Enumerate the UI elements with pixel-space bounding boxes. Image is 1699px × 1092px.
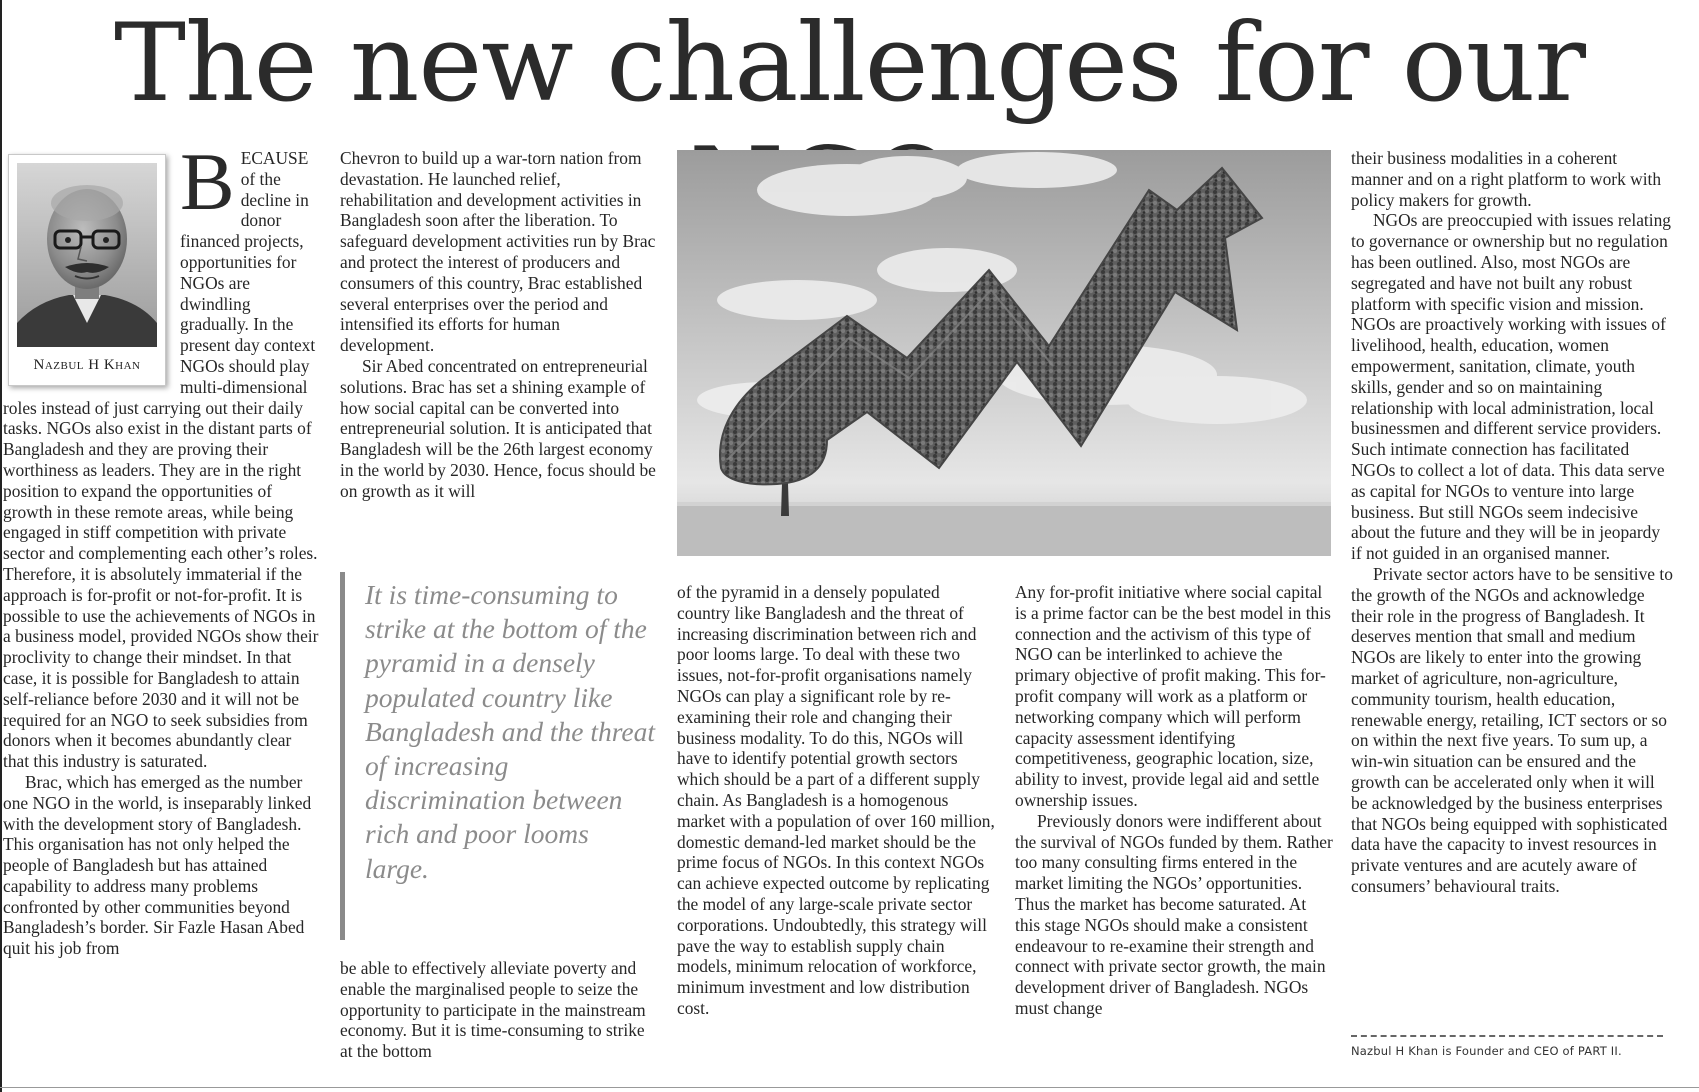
- col2-paragraph-3: be able to effectively alleviate poverty and enable the marginalised people to seize the opportunity to participate in the mainstream economy. But it is time-consuming to strike at the bottom: [340, 958, 646, 1062]
- col5-paragraph-3: Private sector actors have to be sensitive to the growth of the NGOs and acknowledge their role in the progress of Bangladesh. It deserves mention that small and medium NGOs are likely to enter into the growing market of agriculture, non-agriculture, community tourism, health education, renewable energy, retailing, ICT sectors or so on within the next five years. To sum up, a win-win situation can be ensured and the growth can be accelerated only when it will be acknowledged by the business enterprises that NGOs being equipped with sophisticated data have the capacity to invest resources in private ventures and are acutely aware of consumers’ behavioural traits.: [1351, 563, 1673, 896]
- col1-paragraph-2: Brac, which has emerged as the number one NGO in the world, is inseparably linked with the development story of Bangladesh. This organisation has not only helped the people of Bangladesh but has attained capability to address many problems confronted by other communities beyond Bangladesh’s border. Sir Fazle Hasan Abed quit his job from: [3, 771, 312, 959]
- column-4: [1015, 582, 1335, 1019]
- drop-cap: B: [180, 136, 235, 227]
- author-credit: Nazbul H Khan is Founder and CEO of PART II.: [1351, 1044, 1622, 1058]
- column-2-bottom: [340, 958, 656, 1062]
- pull-quote: It is time-consuming to strike at the bottom of the pyramid in a densely populated country like Bangladesh and the threat of increasing discrimination between rich and poor looms large.: [340, 572, 656, 940]
- col2-paragraph-1: Chevron to build up a war-torn nation from devastation. He launched relief, rehabilitation and development activities in Bangladesh soon after the liberation. To safeguard development activities run by Brac and protect the interest of producers and consumers of this country, Brac established several enterprises over the period and intensified its efforts for human development.: [340, 148, 656, 356]
- col1-paragraph-1: of the decline in donor financed projects, opportunities for NGOs are dwindling gradually. In the present day context NGOs should play multi-dimensional roles instead of just carrying out their daily tasks. NGOs also exist in the distant parts of Bangladesh and they are proving their worthiness as leaders. They are in the right position to expand the opportunities of growth in these remote areas, while being engaged in stiff competition with private sector and complementing each other’s roles. Therefore, it is absolutely immaterial if the approach is for-profit or not-for-profit. It is possible to use the achievements of NGOs in a business model, provided NGOs show their proclivity to change their mindset. In that case, it is possible for Bangladesh to attain self-reliance before 2030 and it will not be required for an NGO to seek subsidies from donors when it becomes abundantly clear that this industry is saturated.: [3, 168, 319, 772]
- column-3: [677, 582, 995, 1019]
- col2-paragraph-2: Sir Abed concentrated on entrepreneurial solutions. Brac has set a shining example of how social capital can be converted into entrepreneurial solution. It is anticipated that Bangladesh will be the 26th largest economy in the world by 2030. Hence, focus should be on growth as it will: [340, 355, 656, 501]
- col4-paragraph-2: Previously donors were indifferent about the survival of NGOs funded by them. Rather too many consulting firms entered in the market limiting the NGOs’ opportunities. Thus the market has become saturated. At this stage NGOs should make a consistent endeavour to re-examine their strength and connect with private sector growth, the main development driver of Bangladesh. NGOs must change: [1015, 810, 1333, 1018]
- author-photo: [17, 163, 157, 347]
- column-2-top: [340, 148, 656, 502]
- author-box: [8, 154, 166, 386]
- column-5: [1351, 148, 1673, 897]
- page-bottom-rule: [0, 1087, 1699, 1088]
- growth-arrow-tree-image: [677, 150, 1331, 556]
- col3-paragraph-1: of the pyramid in a densely populated country like Bangladesh and the threat of increasing discrimination between rich and poor looms large. To deal with these two issues, not-for-profit organisations namely NGOs can play a significant role by re-examining their role and changing their business modality. To do this, NGOs will have to identify potential growth sectors which should be a part of a different supply chain. As Bangladesh is a homogenous market with a population of over 160 million, domestic demand-led market should be the prime focus of NGOs. In this context NGOs can achieve expected outcome by replicating the model of any large-scale private sector corporations. Undoubtedly, this strategy will pave the way to establish supply chain models, minimum relocation of workforce, minimum investment and low distribution cost.: [677, 582, 995, 1018]
- headline: The new challenges for our: [113, 1, 1586, 126]
- credit-divider: [1351, 1035, 1663, 1037]
- opening-word: ECAUSE: [240, 148, 309, 168]
- author-name: Nazbul H Khan: [33, 357, 141, 373]
- col5-paragraph-2: NGOs are preoccupied with issues relating to governance or ownership but no regulation has been outlined. Also, most NGOs are segregated and have not built any robust platform with specific vision and mission. NGOs are proactively working with issues of livelihood, health, education, women empowerment, sanitation, climate, youth skills, gender and so on maintaining relationship with local administration, local businessmen and different service providers. Such intimate connection has facilitated NGOs to collect a lot of data. This data serve as capital for NGOs to venture into large business. But still NGOs seem indecisive about the future and they will be in jeopardy if not guided in an organised manner.: [1351, 210, 1671, 564]
- column-1: [3, 136, 321, 959]
- col5-paragraph-1: their business modalities in a coherent manner and on a right platform to work with policy makers for growth.: [1351, 148, 1662, 210]
- col4-paragraph-1: Any for-profit initiative where social capital is a prime factor can be the best model in this connection and the activism of this type of NGO can be interlinked to achieve the primary objective of profit making. This for-profit company will work as a platform or networking company which will perform capacity assessment identifying competitiveness, geographic location, size, ability to invest, provide legal aid and settle ownership issues.: [1015, 582, 1331, 810]
